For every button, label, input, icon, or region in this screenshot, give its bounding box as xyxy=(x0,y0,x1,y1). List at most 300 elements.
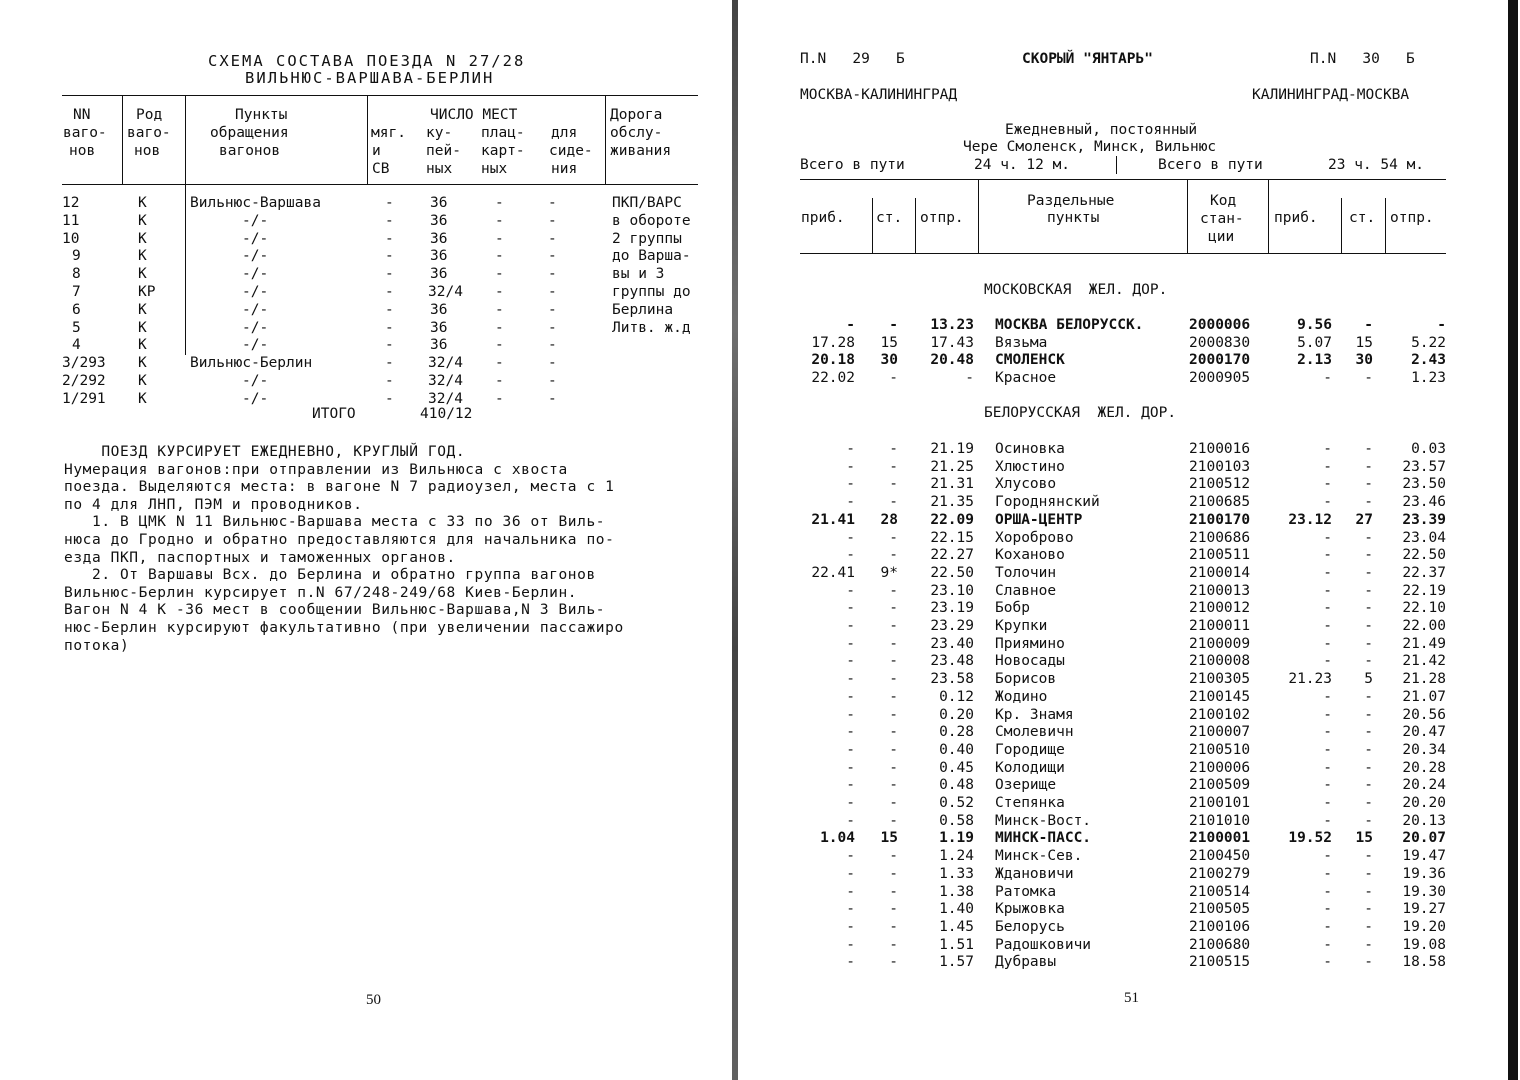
departure-time: 22.09 xyxy=(930,511,974,528)
wagon-type: К xyxy=(138,373,147,389)
note-line: нюс-Берлин курсируют факультативно (при увеличении пассажиро xyxy=(64,620,624,636)
departure-time: 23.48 xyxy=(930,653,974,670)
arrival-time-return: - xyxy=(1323,936,1332,953)
stop-minutes: 30 xyxy=(880,352,898,369)
wagon-type: К xyxy=(138,337,147,354)
departure-time-return: 21.28 xyxy=(1402,671,1446,688)
stop-minutes-return: - xyxy=(1364,706,1373,723)
doroga-line: в обороте xyxy=(612,212,691,229)
arrival-time: - xyxy=(846,547,855,564)
arrival-time: - xyxy=(846,653,855,670)
arrival-time: - xyxy=(846,795,855,811)
stop-minutes: - xyxy=(889,653,898,670)
arrival-time: - xyxy=(846,317,855,333)
seats-sitting: - xyxy=(548,390,557,407)
departure-time-return: 20.34 xyxy=(1402,741,1446,758)
stop-minutes-return: - xyxy=(1364,476,1373,493)
arrival-time: - xyxy=(846,582,855,599)
stop-minutes-return: - xyxy=(1364,759,1373,776)
header-departure-return: отпр. xyxy=(1390,210,1434,226)
station-code: 2100009 xyxy=(1189,635,1251,652)
train-number-right: П.N 30 Б xyxy=(1310,51,1415,67)
stop-minutes: - xyxy=(889,777,898,794)
station-name: ОРША-ЦЕНТР xyxy=(995,511,1083,528)
seats-platzkart: - xyxy=(495,373,504,389)
stop-minutes-return: - xyxy=(1364,317,1373,333)
table-header-rule xyxy=(62,184,698,185)
right-page xyxy=(760,0,1520,1080)
stop-minutes: - xyxy=(889,759,898,776)
arrival-time: - xyxy=(846,936,855,953)
header-stations-1: Раздельные xyxy=(1027,193,1115,209)
departure-time-return: 23.46 xyxy=(1402,494,1446,511)
departure-time: 21.25 xyxy=(930,458,974,475)
stop-minutes: - xyxy=(889,582,898,599)
arrival-time: - xyxy=(846,618,855,634)
arrival-time-return: 21.23 xyxy=(1288,671,1332,688)
header-plats-0: плац- xyxy=(481,125,525,141)
note-line: по 4 для ЛНП, ПЭМ и проводников. xyxy=(64,496,363,513)
stop-minutes-return: 27 xyxy=(1355,511,1373,528)
wagon-route: -/- xyxy=(242,284,269,300)
stop-minutes: 15 xyxy=(880,334,898,351)
seats-platzkart: - xyxy=(495,230,504,247)
total-time-left-value: 24 ч. 12 м. xyxy=(974,157,1071,173)
station-name: Смолевичн xyxy=(995,724,1074,741)
stop-minutes: 9* xyxy=(880,564,898,581)
seats-soft: - xyxy=(385,355,394,372)
departure-time-return: 20.07 xyxy=(1402,830,1446,847)
header-plats-1: карт- xyxy=(481,143,525,159)
stop-minutes-return: - xyxy=(1364,918,1373,935)
station-name: Степянка xyxy=(995,795,1065,811)
stop-minutes-return: - xyxy=(1364,564,1373,581)
departure-time: 1.57 xyxy=(939,954,974,971)
arrival-time: - xyxy=(846,883,855,900)
station-name: Жодино xyxy=(995,688,1048,705)
station-name: Борисов xyxy=(995,671,1057,688)
stop-minutes-return: - xyxy=(1364,883,1373,900)
arrival-time-return: - xyxy=(1323,741,1332,758)
stop-minutes: - xyxy=(889,547,898,564)
departure-time: 1.33 xyxy=(939,865,974,882)
departure-time: 21.35 xyxy=(930,494,974,511)
seats-sitting: - xyxy=(548,373,557,389)
stop-minutes: - xyxy=(889,618,898,634)
arrival-time-return: - xyxy=(1323,370,1332,387)
wagon-number: 9 xyxy=(72,248,81,265)
station-name: Новосады xyxy=(995,653,1065,670)
header-code-2: стан- xyxy=(1200,211,1244,227)
arrival-time-return: - xyxy=(1323,759,1332,776)
departure-time-return: 20.20 xyxy=(1402,795,1446,811)
stop-minutes: - xyxy=(889,918,898,935)
arrival-time: - xyxy=(846,777,855,794)
departure-time-return: 19.27 xyxy=(1402,901,1446,918)
arrival-time-return: - xyxy=(1323,653,1332,670)
stop-minutes: - xyxy=(889,848,898,865)
wagon-number: 4 xyxy=(72,337,81,354)
departure-time: 0.40 xyxy=(939,741,974,758)
wagon-route: -/- xyxy=(242,390,269,407)
departure-time: 13.23 xyxy=(930,317,974,333)
stop-minutes-return: - xyxy=(1364,741,1373,758)
arrival-time-return: 5.07 xyxy=(1297,334,1332,351)
departure-time-return: 23.57 xyxy=(1402,458,1446,475)
departure-time: 23.10 xyxy=(930,582,974,599)
station-name: Радошковичи xyxy=(995,936,1092,953)
departure-time-return: 20.13 xyxy=(1402,812,1446,829)
header-code-3: ции xyxy=(1208,229,1235,245)
arrival-time: - xyxy=(846,458,855,475)
arrival-time-return: - xyxy=(1323,635,1332,652)
stop-minutes-return: - xyxy=(1364,954,1373,971)
departure-time-return: 1.23 xyxy=(1411,370,1446,387)
station-name: Хлюстино xyxy=(995,458,1065,475)
header-rod-0: Род xyxy=(136,107,163,123)
arrival-time-return: - xyxy=(1323,865,1332,882)
stop-minutes-return: - xyxy=(1364,865,1373,882)
arrival-time: - xyxy=(846,529,855,546)
arrival-time-return: - xyxy=(1323,954,1332,971)
stop-minutes-return: - xyxy=(1364,936,1373,953)
arrival-time-return: - xyxy=(1323,458,1332,475)
stop-minutes-return: - xyxy=(1364,848,1373,865)
stop-minutes-return: - xyxy=(1364,795,1373,811)
stop-minutes: - xyxy=(889,317,898,333)
route-right: КАЛИНИНГРАД-МОСКВА xyxy=(1252,87,1410,103)
station-code: 2100016 xyxy=(1189,441,1251,457)
departure-time: 1.24 xyxy=(939,848,974,865)
arrival-time: - xyxy=(846,635,855,652)
station-name: Толочин xyxy=(995,564,1057,581)
note-line: ПОЕЗД КУРСИРУЕТ ЕЖЕДНЕВНО, КРУГЛЫЙ ГОД. xyxy=(64,444,466,460)
total-time-left-label: Всего в пути xyxy=(800,157,905,173)
station-code: 2100007 xyxy=(1189,724,1251,741)
header-arrival-return: приб. xyxy=(1274,210,1318,226)
arrival-time-return: - xyxy=(1323,600,1332,617)
station-name: Бобр xyxy=(995,600,1030,617)
station-name: Крыжовка xyxy=(995,901,1065,918)
seats-platzkart: - xyxy=(495,355,504,372)
doroga-line: до Варша- xyxy=(612,248,691,265)
stop-minutes: - xyxy=(889,706,898,723)
departure-time: 0.45 xyxy=(939,759,974,776)
seats-platzkart: - xyxy=(495,319,504,336)
route-left: МОСКВА-КАЛИНИНГРАД xyxy=(800,87,958,103)
stop-minutes-return: - xyxy=(1364,812,1373,829)
arrival-time-return: 9.56 xyxy=(1297,317,1332,333)
departure-time: 0.20 xyxy=(939,706,974,723)
departure-time: 0.28 xyxy=(939,724,974,741)
stop-minutes: - xyxy=(889,635,898,652)
seats-compartment: 36 xyxy=(430,301,448,318)
wagon-type: К xyxy=(138,319,147,336)
stop-minutes: - xyxy=(889,901,898,918)
wagon-number: 6 xyxy=(72,301,81,318)
note-line: поезда. Выделяются места: в вагоне N 7 радиоузел, места с 1 xyxy=(64,479,615,496)
seats-soft: - xyxy=(385,195,394,211)
station-code: 2100014 xyxy=(1189,564,1251,581)
wagon-type: К xyxy=(138,301,147,318)
seats-soft: - xyxy=(385,390,394,407)
station-code: 2100305 xyxy=(1189,671,1251,688)
departure-time: 22.50 xyxy=(930,564,974,581)
stop-minutes-return: - xyxy=(1364,724,1373,741)
seats-compartment: 32/4 xyxy=(428,373,463,389)
header-myag-2: СВ xyxy=(372,161,390,177)
stop-minutes-return: - xyxy=(1364,494,1373,511)
departure-time-return: 19.20 xyxy=(1402,918,1446,935)
arrival-time: 20.18 xyxy=(811,352,855,369)
wagon-route: -/- xyxy=(242,319,269,336)
departure-time: 0.48 xyxy=(939,777,974,794)
header-stop: ст. xyxy=(876,210,903,226)
stop-minutes: - xyxy=(889,741,898,758)
seats-soft: - xyxy=(385,284,394,300)
stop-minutes: - xyxy=(889,954,898,971)
stop-minutes: 28 xyxy=(880,511,898,528)
wagon-route: -/- xyxy=(242,301,269,318)
stop-minutes-return: - xyxy=(1364,653,1373,670)
seats-soft: - xyxy=(385,319,394,336)
stop-minutes: - xyxy=(889,494,898,511)
header-doroga-0: Дорога xyxy=(610,107,663,123)
arrival-time: - xyxy=(846,865,855,882)
header-rod-1: ваго- xyxy=(127,125,171,141)
wagon-number: 7 xyxy=(72,284,81,300)
arrival-time-return: 2.13 xyxy=(1297,352,1332,369)
note-line: Вагон N 4 К -36 мест в сообщении Вильнюс-Варшава,N 3 Виль- xyxy=(64,602,606,619)
wagon-route: -/- xyxy=(242,230,269,247)
arrival-time-return: 19.52 xyxy=(1288,830,1332,847)
seats-compartment: 36 xyxy=(430,195,448,211)
stop-minutes: - xyxy=(889,936,898,953)
header-doroga-1: обслу- xyxy=(610,125,663,141)
arrival-time-return: - xyxy=(1323,901,1332,918)
wagon-type: К xyxy=(138,248,147,265)
departure-time-return: 20.24 xyxy=(1402,777,1446,794)
stop-minutes: - xyxy=(889,370,898,387)
note-line: нюса до Гродно и обратно предоставляются для начальника по- xyxy=(64,532,615,548)
station-name: Хлусово xyxy=(995,476,1057,493)
arrival-time-return: - xyxy=(1323,582,1332,599)
station-code: 2000006 xyxy=(1189,317,1251,333)
arrival-time-return: 23.12 xyxy=(1288,511,1332,528)
departure-time-return: 20.47 xyxy=(1402,724,1446,741)
departure-time: 0.52 xyxy=(939,795,974,811)
wagon-number: 2/292 xyxy=(62,373,106,389)
seats-compartment: 36 xyxy=(430,212,448,229)
station-name: Хороброво xyxy=(995,529,1074,546)
departure-time: 0.58 xyxy=(939,812,974,829)
arrival-time-return: - xyxy=(1323,547,1332,564)
table-top-rule xyxy=(62,95,698,96)
stop-minutes: - xyxy=(889,476,898,493)
wagon-type: К xyxy=(138,266,147,283)
arrival-time: - xyxy=(846,741,855,758)
departure-time-return: 19.36 xyxy=(1402,865,1446,882)
wagon-number: 1/291 xyxy=(62,390,106,407)
wagon-number: 10 xyxy=(62,230,80,247)
header-punkty-2: вагонов xyxy=(219,143,281,159)
seats-platzkart: - xyxy=(495,195,504,211)
arrival-time-return: - xyxy=(1323,883,1332,900)
stop-minutes-return: 15 xyxy=(1355,334,1373,351)
station-code: 2100512 xyxy=(1189,476,1251,493)
consist-title-line2: ВИЛЬНЮС-ВАРШАВА-БЕРЛИН xyxy=(245,69,495,87)
station-code: 2100511 xyxy=(1189,547,1251,564)
departure-time-return: 23.50 xyxy=(1402,476,1446,493)
train-number-left: П.N 29 Б xyxy=(800,51,905,67)
train-name: СКОРЫЙ "ЯНТАРЬ" xyxy=(1022,51,1153,67)
wagon-number: 12 xyxy=(62,195,80,211)
seats-soft: - xyxy=(385,230,394,247)
seats-sitting: - xyxy=(548,230,557,247)
seats-soft: - xyxy=(385,337,394,354)
stop-minutes-return: - xyxy=(1364,458,1373,475)
station-code: 2100101 xyxy=(1189,795,1251,811)
consist-title-line1: СХЕМА СОСТАВА ПОЕЗДА N 27/28 xyxy=(208,52,526,70)
arrival-time: - xyxy=(846,954,855,971)
arrival-time-return: - xyxy=(1323,618,1332,634)
arrival-time-return: - xyxy=(1323,848,1332,865)
stop-minutes-return: - xyxy=(1364,547,1373,564)
departure-time-return: 0.03 xyxy=(1411,441,1446,457)
header-departure: отпр. xyxy=(920,210,964,226)
departure-time-return: 19.08 xyxy=(1402,936,1446,953)
departure-time-return: 19.30 xyxy=(1402,883,1446,900)
departure-time: 1.45 xyxy=(939,918,974,935)
arrival-time: 17.28 xyxy=(811,334,855,351)
stop-minutes-return: - xyxy=(1364,688,1373,705)
departure-time: 21.31 xyxy=(930,476,974,493)
station-name: Кр. Знамя xyxy=(995,706,1074,723)
stop-minutes: 15 xyxy=(880,830,898,847)
stop-minutes: - xyxy=(889,812,898,829)
header-doroga-2: живания xyxy=(610,143,672,159)
station-code: 2100013 xyxy=(1189,582,1251,599)
arrival-time: - xyxy=(846,724,855,741)
header-myag-0: мяг. xyxy=(371,125,406,141)
stop-minutes-return: 5 xyxy=(1364,671,1373,688)
station-code: 2100011 xyxy=(1189,618,1251,634)
station-code: 2100680 xyxy=(1189,936,1251,953)
arrival-time: - xyxy=(846,494,855,511)
station-code: 2100279 xyxy=(1189,865,1251,882)
note-line: потока) xyxy=(64,637,130,654)
station-name: Вязьма xyxy=(995,334,1048,351)
station-name: Колодищи xyxy=(995,759,1065,776)
seats-platzkart: - xyxy=(495,390,504,407)
header-arrival: приб. xyxy=(801,210,845,226)
seats-platzkart: - xyxy=(495,248,504,265)
station-name: Минск-Вост. xyxy=(995,812,1092,829)
departure-time-return: 22.00 xyxy=(1402,618,1446,634)
seats-soft: - xyxy=(385,248,394,265)
header-sid-2: ния xyxy=(551,161,578,177)
arrival-time-return: - xyxy=(1323,706,1332,723)
station-code: 2100685 xyxy=(1189,494,1251,511)
seats-sitting: - xyxy=(548,355,557,372)
departure-time: 1.38 xyxy=(939,883,974,900)
stop-minutes: - xyxy=(889,458,898,475)
station-name: Приямино xyxy=(995,635,1065,652)
wagon-type: К xyxy=(138,230,147,247)
arrival-time: - xyxy=(846,848,855,865)
seats-compartment: 36 xyxy=(430,266,448,283)
header-kupe-1: пей- xyxy=(426,143,461,159)
header-punkty-0: Пункты xyxy=(235,107,288,123)
seats-compartment: 36 xyxy=(430,248,448,265)
station-code: 2100103 xyxy=(1189,458,1251,475)
wagon-number: 11 xyxy=(62,212,80,229)
station-name: Минск-Сев. xyxy=(995,848,1083,865)
departure-time: 23.29 xyxy=(930,618,974,634)
seats-compartment: 36 xyxy=(430,337,448,354)
arrival-time: - xyxy=(846,759,855,776)
wagon-route: -/- xyxy=(242,248,269,265)
departure-time: 17.43 xyxy=(930,334,974,351)
schedule-line2: Чере Смоленск, Минск, Вильнюс xyxy=(963,139,1217,155)
note-line: 1. В ЦМК N 11 Вильнюс-Варшава места с 33 по 36 от Виль- xyxy=(64,514,606,531)
station-code: 2100505 xyxy=(1189,901,1251,918)
header-sid-1: сиде- xyxy=(549,143,593,159)
wagon-route: Вильнюс-Берлин xyxy=(190,355,313,372)
wagon-number: 8 xyxy=(72,266,81,283)
header-stations-2: пункты xyxy=(1047,210,1100,226)
header-code-1: Код xyxy=(1210,193,1237,209)
stop-minutes-return: - xyxy=(1364,441,1373,457)
arrival-time-return: - xyxy=(1323,529,1332,546)
stop-minutes-return: - xyxy=(1364,901,1373,918)
stop-minutes: - xyxy=(889,529,898,546)
total-label: ИТОГО xyxy=(312,406,356,422)
header-punkty-1: обращения xyxy=(210,125,289,141)
header-nn-2: нов xyxy=(69,143,96,159)
station-code: 2000830 xyxy=(1189,334,1251,351)
departure-time-return: 5.22 xyxy=(1411,334,1446,351)
seats-soft: - xyxy=(385,373,394,389)
page-number-right: 51 xyxy=(1124,990,1139,1006)
header-plats-2: ных xyxy=(481,161,508,177)
departure-time-return: 23.04 xyxy=(1402,529,1446,546)
seats-soft: - xyxy=(385,301,394,318)
arrival-time-return: - xyxy=(1323,812,1332,829)
station-code: 2100515 xyxy=(1189,954,1251,971)
doroga-line: ПКП/ВАРС xyxy=(612,195,682,211)
header-myag-1: и xyxy=(372,143,381,159)
wagon-route: -/- xyxy=(242,266,269,283)
wagon-type: К xyxy=(138,195,147,211)
departure-time-return: 19.47 xyxy=(1402,848,1446,865)
header-stop-return: ст. xyxy=(1349,210,1376,226)
arrival-time: - xyxy=(846,671,855,688)
doroga-line: группы до xyxy=(612,284,691,300)
arrival-time: 22.02 xyxy=(811,370,855,387)
station-code: 2100006 xyxy=(1189,759,1251,776)
station-name: Осиновка xyxy=(995,441,1065,457)
wagon-type: К xyxy=(138,355,147,372)
departure-time: 1.19 xyxy=(939,830,974,847)
stop-minutes-return: - xyxy=(1364,529,1373,546)
arrival-time: 21.41 xyxy=(811,511,855,528)
arrival-time: - xyxy=(846,812,855,829)
stop-minutes-return: - xyxy=(1364,600,1373,617)
arrival-time-return: - xyxy=(1323,441,1332,457)
arrival-time-return: - xyxy=(1323,918,1332,935)
station-code: 2100106 xyxy=(1189,918,1251,935)
